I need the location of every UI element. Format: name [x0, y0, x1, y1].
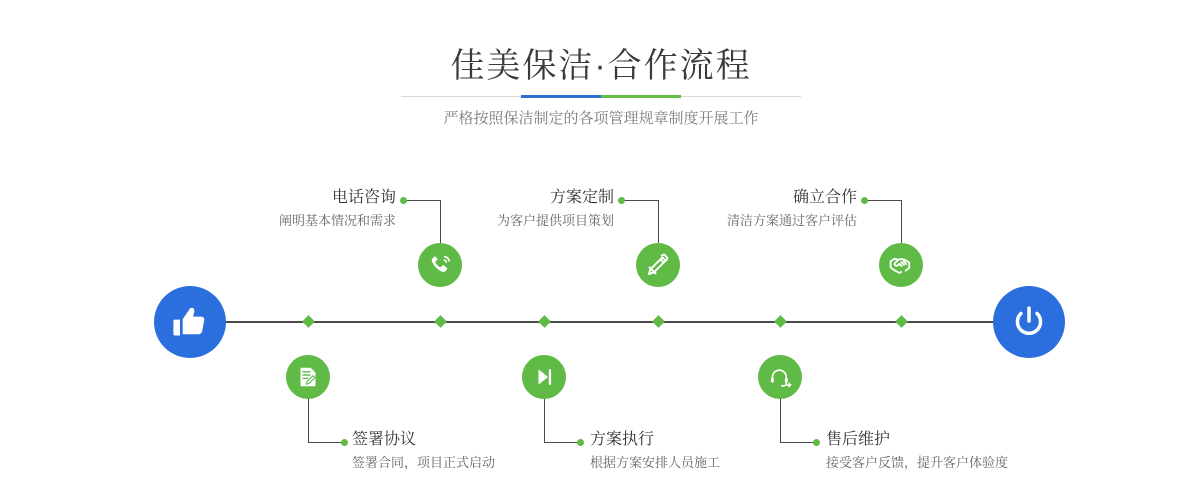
play-forward-icon: [532, 365, 556, 389]
connector-vertical-6: [780, 399, 781, 442]
step-label-6: [826, 430, 1146, 473]
connector-vertical-5: [901, 200, 902, 243]
step-label-2: [352, 430, 612, 473]
step-label-3: [370, 188, 614, 231]
step-icon-badge-1: [418, 243, 462, 287]
axis-marker: [302, 315, 315, 328]
axis-marker: [434, 315, 447, 328]
connector-vertical-4: [544, 399, 545, 442]
connector-horizontal-2: [308, 442, 344, 443]
phone-ring-icon: [427, 252, 453, 278]
step-icon-badge-6: [758, 355, 802, 399]
connector-horizontal-4: [544, 442, 580, 443]
thumbs-up-icon: [171, 303, 209, 341]
timeline-end-icon-badge: [993, 286, 1065, 358]
step-icon-badge-2: [286, 355, 330, 399]
connector-vertical-2: [308, 399, 309, 442]
axis-marker: [774, 315, 787, 328]
connector-endpoint-dot-4: [577, 439, 584, 446]
axis-marker: [538, 315, 551, 328]
step-desc-3: 为客户提供项目策划: [496, 213, 614, 228]
title-divider-accent-blue: [521, 95, 601, 98]
step-title-1: 电话咨询: [331, 189, 396, 206]
page-subtitle: 严格按照保洁制定的各项管理规章制度开展工作: [443, 110, 759, 127]
step-icon-badge-3: [636, 243, 680, 287]
axis-marker: [895, 315, 908, 328]
step-desc-5: 清洁方案通过客户评估: [726, 213, 857, 228]
step-icon-badge-5: [879, 243, 923, 287]
step-title-2: 签署协议: [352, 431, 417, 448]
connector-endpoint-dot-6: [813, 439, 820, 446]
timeline-start-icon-badge: [154, 286, 226, 358]
step-icon-badge-4: [522, 355, 566, 399]
power-icon: [1010, 303, 1048, 341]
pen-ruler-icon: [645, 252, 671, 278]
step-desc-6: 接受客户反馈，提升客户体验度: [826, 455, 1009, 470]
step-label-5: [608, 188, 857, 231]
handshake-icon: [888, 252, 914, 278]
step-title-5: 确立合作: [792, 189, 857, 206]
step-desc-1: 阐明基本情况和需求: [278, 213, 396, 228]
title-divider-accent-green: [601, 95, 681, 98]
page-title: 佳美保洁·合作流程: [450, 47, 752, 85]
document-edit-icon: [296, 365, 320, 389]
step-title-4: 方案执行: [590, 431, 655, 448]
step-title-3: 方案定制: [549, 189, 614, 206]
step-label-1: [150, 188, 396, 231]
connector-endpoint-dot-5: [861, 197, 868, 204]
step-desc-4: 根据方案安排人员施工: [590, 455, 721, 470]
connector-endpoint-dot-2: [341, 439, 348, 446]
axis-marker: [652, 315, 665, 328]
step-title-6: 售后维护: [826, 431, 891, 448]
connector-horizontal-5: [865, 200, 901, 201]
step-desc-2: 签署合同，项目正式启动: [352, 455, 496, 470]
headset-support-icon: [768, 365, 793, 390]
connector-horizontal-6: [780, 442, 816, 443]
